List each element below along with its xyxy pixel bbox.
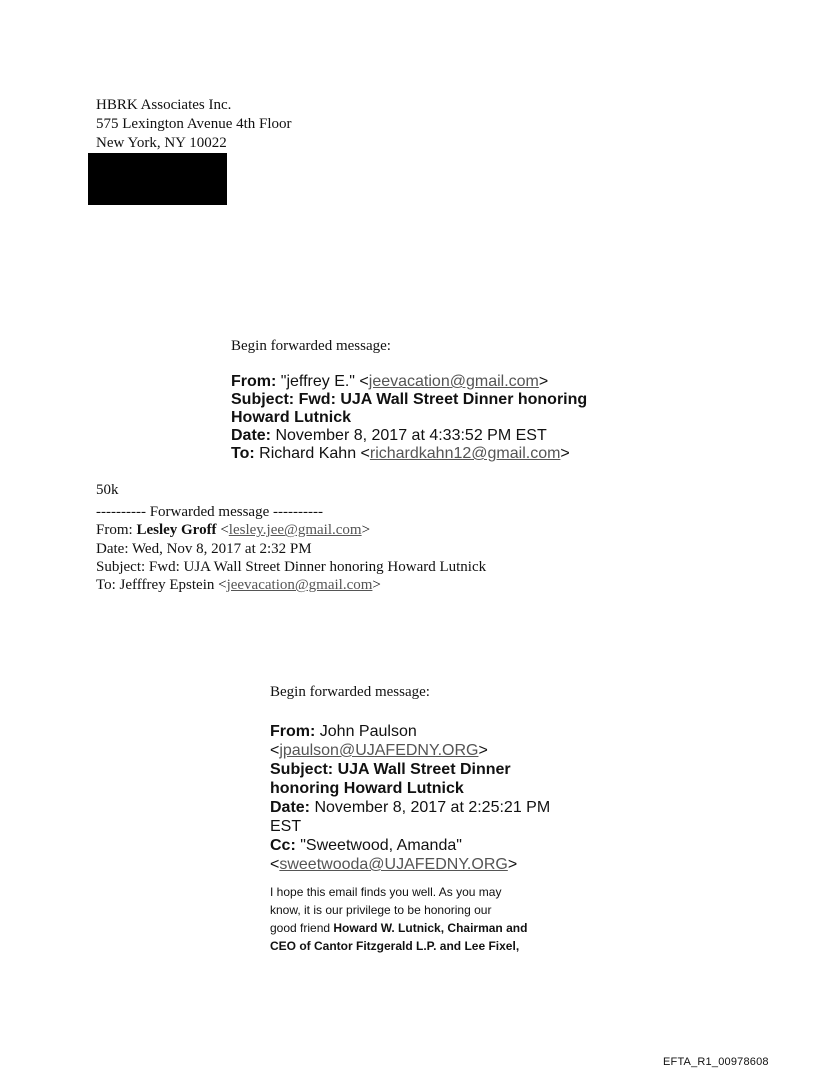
date-label: Date:: [231, 427, 272, 444]
cc-label: Cc:: [270, 837, 296, 854]
email-body: [270, 883, 570, 955]
cc-email-link[interactable]: sweetwooda@UJAFEDNY.ORG: [279, 856, 508, 873]
to-close: >: [560, 445, 570, 462]
date-label: Date:: [270, 799, 311, 816]
to-line: [231, 445, 587, 463]
body-line-1: I hope this email finds you well. As you may: [270, 885, 502, 899]
redaction-block: [88, 153, 227, 205]
body-line-3-bold: Howard W. Lutnick, Chairman and: [333, 921, 528, 935]
subject-line: Subject: Fwd: UJA Wall Street Dinner honoring Howard Lutnick: [96, 558, 487, 575]
from-name: John Paulson: [319, 723, 417, 740]
body-line-4-bold: CEO of Cantor Fitzgerald L.P. and Lee Fixel,: [270, 939, 520, 953]
cc-email-line: [270, 855, 550, 874]
from-name: "jeffrey E." <: [280, 373, 369, 390]
body-line-3-plain: good friend: [270, 921, 334, 935]
date-value: November 8, 2017 at 4:33:52 PM EST: [275, 427, 547, 444]
body-line-4: [270, 937, 570, 955]
subject-line-continued: [270, 779, 550, 798]
body-line-2: know, it is our privilege to be honoring our: [270, 903, 492, 917]
from-close: >: [538, 373, 549, 390]
from-line: [96, 521, 486, 539]
date-line: Date: Wed, Nov 8, 2017 at 2:32 PM: [96, 540, 312, 557]
to-label: To: Jefffrey Epstein <: [96, 577, 227, 594]
subject-line-continued: [231, 409, 587, 427]
from-email-line: [270, 741, 550, 760]
subject-text-1: UJA Wall Street Dinner: [337, 761, 511, 778]
note-text: 50k: [96, 482, 119, 498]
forward-headers: [270, 722, 550, 874]
date-value: November 8, 2017 at 2:25:21 PM: [314, 799, 551, 816]
from-label: From:: [270, 723, 316, 740]
to-email-link[interactable]: richardkahn12@gmail.com: [369, 445, 561, 462]
cc-name: "Sweetwood, Amanda": [300, 837, 462, 854]
from-email-close: >: [478, 742, 488, 759]
forwarded-message-block: [96, 503, 486, 594]
forward-headers: [231, 373, 587, 463]
from-name: Lesley Groff: [136, 522, 217, 539]
to-line: [96, 576, 486, 594]
from-email-link[interactable]: jpaulson@UJAFEDNY.ORG: [279, 742, 479, 759]
to-name: Richard Kahn <: [259, 445, 370, 462]
from-close: >: [361, 522, 371, 539]
from-line: [231, 373, 587, 391]
subject-label: Subject:: [231, 391, 295, 408]
to-label: To:: [231, 445, 255, 462]
date-line: [270, 798, 550, 817]
document-id: EFTA_R1_00978608: [663, 1056, 769, 1068]
address-line-1: 575 Lexington Avenue 4th Floor: [96, 116, 292, 132]
to-close: >: [372, 577, 381, 594]
date-line-continued: EST: [270, 818, 302, 835]
cc-line: [270, 836, 550, 855]
subject-label: Subject:: [270, 761, 334, 778]
cc-email-close: >: [507, 856, 518, 873]
forward-intro: Begin forwarded message:: [231, 338, 391, 354]
forward-intro: Begin forwarded message:: [270, 684, 430, 700]
from-email-open: <: [270, 742, 280, 759]
body-line-3: [270, 919, 570, 937]
from-label: From:: [96, 522, 137, 539]
date-line: [231, 427, 587, 445]
from-email-link[interactable]: lesley.jee@gmail.com: [228, 522, 362, 539]
subject-text-1: Fwd: UJA Wall Street Dinner honoring: [298, 391, 588, 408]
to-email-link[interactable]: jeevacation@gmail.com: [226, 577, 373, 594]
from-line: [270, 722, 550, 741]
address-line-2: New York, NY 10022: [96, 135, 227, 151]
company-name: HBRK Associates Inc.: [96, 97, 232, 113]
from-label: From:: [231, 373, 277, 390]
subject-text-2: Howard Lutnick: [231, 409, 352, 426]
subject-text-2: honoring Howard Lutnick: [270, 780, 464, 797]
letterhead: [96, 96, 292, 153]
subject-line: [231, 391, 587, 409]
forward-divider: ---------- Forwarded message ----------: [96, 504, 323, 520]
from-email-link[interactable]: jeevacation@gmail.com: [368, 373, 539, 390]
subject-line: [270, 760, 550, 779]
from-open: <: [216, 522, 229, 539]
cc-email-open: <: [270, 856, 280, 873]
